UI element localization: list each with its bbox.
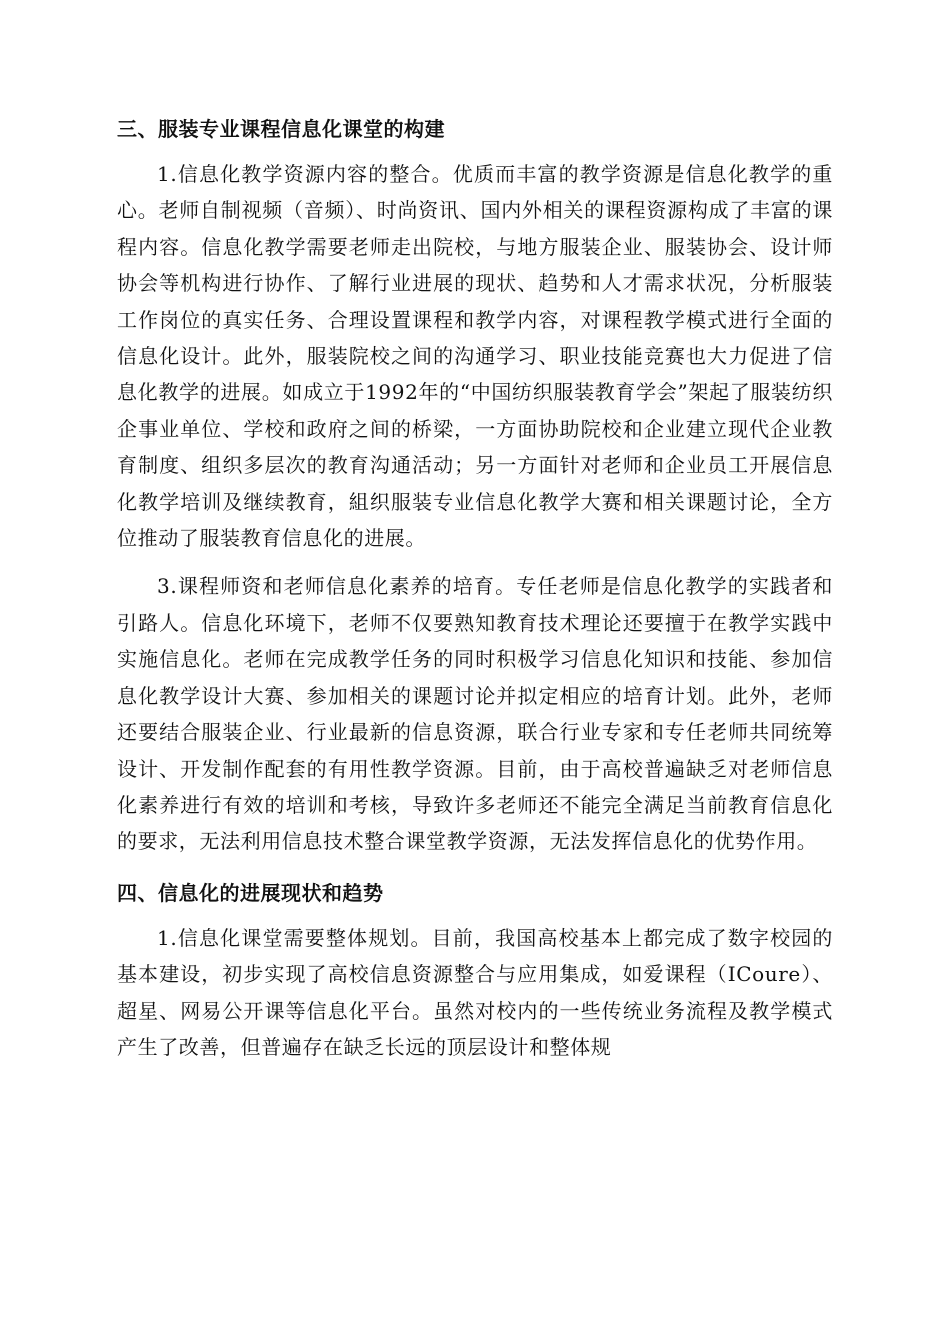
document-page: [117, 112, 833, 1077]
section-heading-4: 四、信息化的进展现状和趋势: [117, 880, 384, 905]
section-heading-3: 三、服装专业课程信息化课堂的构建: [117, 117, 445, 141]
paragraph-teacher-training: 3.课程师资和老师信息化素养的培育。专任老师是信息化教学的实践者和引路人。信息化环境下，老师不仅要熟知教育技术理论还要擅于在教学实践中实施信息化。老师在完成教学任务的同时积极学习信息化知识和技能、参加信息化教学设计大赛、参加相关的课题讨论并拟定相应的培育计划。此外，老师还要结合服装企业、行业最新的信息资源，联合行业专家和专任老师共同统筹设计、开发制作配套的有用性教学资源。目前，由于高校普遍缺乏对老师信息化素养进行有效的培训和考核，导致许多老师还不能完全满足当前教育信息化的要求，无法利用信息技术整合课堂教学资源，无法发挥信息化的优势作用。: [117, 574, 833, 854]
paragraph-overall-planning: 1.信息化课堂需要整体规划。目前，我国高校基本上都完成了数字校园的基本建设，初步实现了高校信息资源整合与应用集成，如爱课程（ICoure）、超星、网易公开课等信息化平台。虽然对校内的一些传统业务流程及教学模式产生了改善，但普遍存在缺乏长远的顶层设计和整体规: [117, 925, 833, 1059]
paragraph-resource-integration: 1.信息化教学资源内容的整合。优质而丰富的教学资源是信息化教学的重心。老师自制视频（音频）、时尚资讯、国内外相关的课程资源构成了丰富的课程内容。信息化教学需要老师走出院校，与地方服装企业、服装协会、设计师协会等机构进行协作、了解行业进展的现状、趋势和人才需求状况，分析服装工作岗位的真实任务、合理设置课程和教学内容，对课程教学模式进行全面的信息化设计。此外，服装院校之间的沟通学习、职业技能竞赛也大力促进了信息化教学的进展。如成立于1992年的“中国纺织服装教育学会”架起了服装纺织企事业单位、学校和政府之间的桥梁，一方面协助院校和企业建立现代企业教育制度、组织多层次的教育沟通活动；另一方面针对老师和企业员工开展信息化教学培训及继续教育，組织服装专业信息化教学大赛和相关课题讨论，全方位推动了服装教育信息化的进展。: [117, 162, 833, 551]
